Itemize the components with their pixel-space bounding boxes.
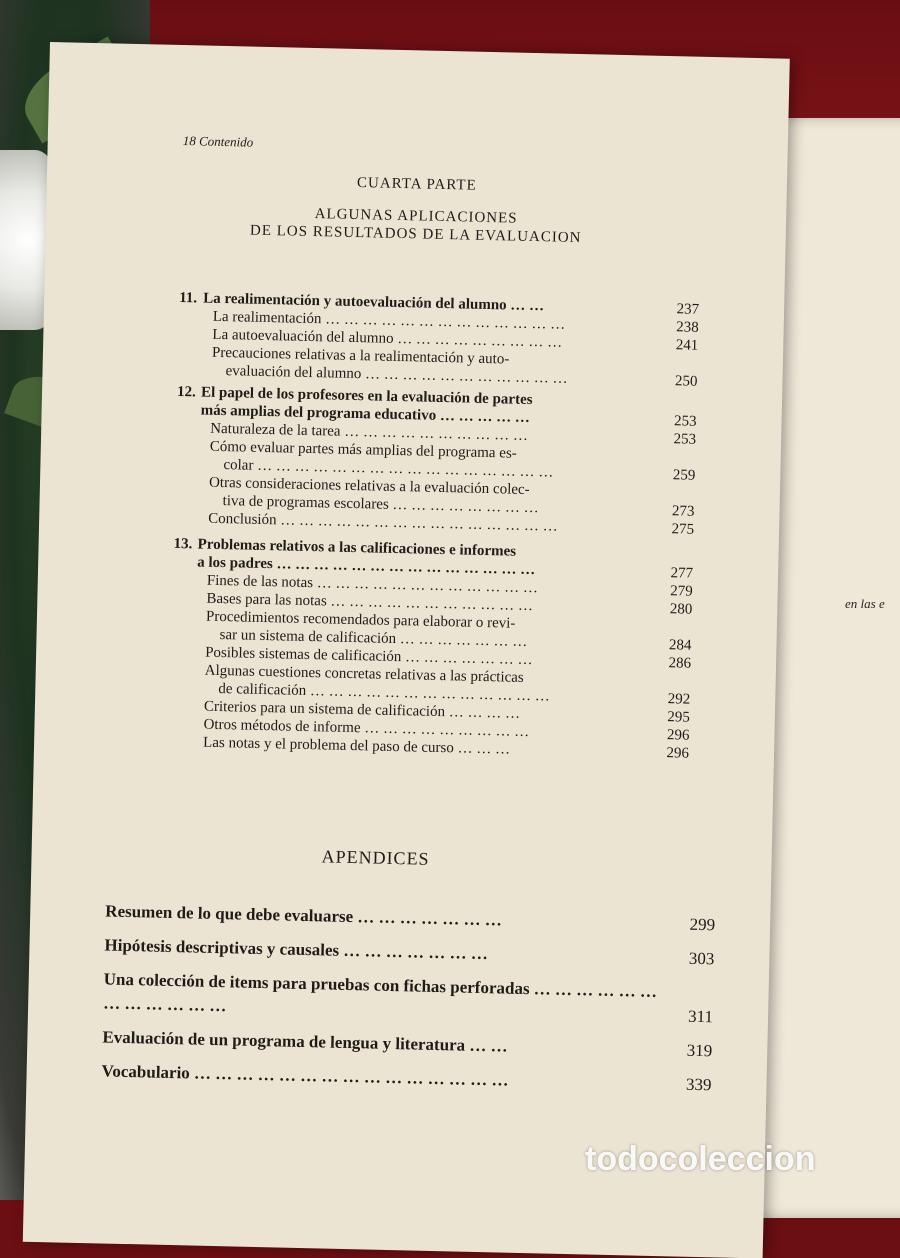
section-title: La realimentación … … … … … … … … … … … … … xyxy=(212,308,566,333)
page-number: 311 xyxy=(687,1006,714,1027)
appendix-title: Vocabulario … … … … … … … … … … … … … … … xyxy=(101,1061,509,1090)
page-number: 238 xyxy=(676,319,699,336)
page-number: 339 xyxy=(685,1074,712,1095)
section-title: La autoevaluación del alumno … … … … … … … … … xyxy=(212,326,563,351)
section-title: Fines de las notas … … … … … … … … … … … … xyxy=(206,572,539,597)
page-number: 253 xyxy=(673,413,697,430)
section-title: Precauciones relativas a la realimentación y auto- xyxy=(211,344,510,368)
appendix-title: Evaluación de un programa de lengua y literatura … … xyxy=(102,1027,508,1056)
page-number: 279 xyxy=(670,583,693,600)
section-title: Las notas y el problema del paso de curso … … … xyxy=(202,734,511,758)
appendix-item xyxy=(101,1059,711,1097)
section-title: Algunas cuestiones concretas relativas a las prácticas xyxy=(204,662,524,686)
page-number: 277 xyxy=(670,565,694,582)
chapter-title: La realimentación y autoevaluación del alumno … … xyxy=(203,290,545,315)
part-subtitle-1: ALGUNAS APLICACIONES xyxy=(314,206,518,227)
section-title: evaluación del alumno … … … … … … … … … … … xyxy=(225,363,568,387)
section-title: tiva de programas escolares … … … … … … … … xyxy=(222,493,539,517)
page-number: 241 xyxy=(675,337,699,354)
section-title: Criterios para un sistema de calificación … … … … xyxy=(203,698,521,722)
page-number: 286 xyxy=(668,655,692,672)
appendix-item xyxy=(105,899,715,937)
section-title: Otros métodos de informe … … … … … … … … … xyxy=(203,716,530,741)
chapter-title: Problemas relativos a las calificaciones e informes xyxy=(197,536,517,560)
chapter-title: El papel de los profesores en la evaluación de partes xyxy=(200,384,533,409)
watermark-logo: todocoleccion xyxy=(585,1140,816,1178)
appendices-list xyxy=(101,899,715,1107)
page-number: 292 xyxy=(667,691,691,708)
part-title: CUARTA PARTE xyxy=(356,175,477,194)
section-title: de calificación … … … … … … … … … … … … … xyxy=(218,680,551,705)
chapter-number: 12. xyxy=(176,383,197,401)
page-number: 237 xyxy=(676,301,700,318)
chapter-title: más amplias del programa educativo … … … … … xyxy=(200,402,531,426)
page-number: 296 xyxy=(666,745,690,762)
chapter-number: 13. xyxy=(173,535,193,553)
section-title: Bases para las notas … … … … … … … … … … … xyxy=(206,590,534,615)
appendix-item xyxy=(102,1025,712,1063)
page-number: 303 xyxy=(688,948,715,969)
chapter-number: 11. xyxy=(179,289,198,307)
page-number: 319 xyxy=(686,1040,713,1061)
section-title: Procedimientos recomendados para elaborar o revi- xyxy=(205,608,516,632)
appendix-title: Resumen de lo que debe evaluarse … … … … … … … xyxy=(105,901,503,930)
section-title: Naturaleza de la tarea … … … … … … … … … … xyxy=(210,420,529,444)
section-title: Conclusión … … … … … … … … … … … … … … … xyxy=(208,510,558,535)
page-number: 253 xyxy=(673,431,697,448)
appendix-item xyxy=(104,933,714,971)
page-number: 284 xyxy=(668,637,692,654)
page-number: 250 xyxy=(674,373,698,390)
appendix-item xyxy=(103,967,714,1029)
section-title: Cómo evaluar partes más amplias del programa es- xyxy=(209,438,517,462)
page-number: 280 xyxy=(669,601,693,618)
toc-chapter-11 xyxy=(177,289,699,391)
appendix-title: Hipótesis descriptivas y causales … … … … … … … xyxy=(104,935,489,964)
right-page-text: en las e xyxy=(845,596,885,611)
running-head: 18 Contenido xyxy=(182,133,254,150)
page-number: 296 xyxy=(666,727,690,744)
appendices-title: APENDICES xyxy=(321,846,430,869)
section-title: sar un sistema de calificación … … … … … … … xyxy=(219,627,528,650)
book-page xyxy=(23,42,790,1258)
page-number: 299 xyxy=(689,914,716,935)
toc-chapter-12 xyxy=(174,383,697,539)
chapter-title: a los padres … … … … … … … … … … … … … … xyxy=(197,554,536,579)
section-title: Posibles sistemas de calificación … … … … … … … xyxy=(205,644,533,669)
page-number: 275 xyxy=(671,521,695,538)
page-number: 295 xyxy=(667,709,691,726)
section-title: colar … … … … … … … … … … … … … … … … xyxy=(223,457,554,481)
part-subtitle-2: DE LOS RESULTADOS DE LA EVALUACION xyxy=(249,222,582,247)
section-title: Otras consideraciones relativas a la evaluación colec- xyxy=(208,474,530,498)
page-number: 273 xyxy=(671,503,695,520)
appendix-title: Una colección de items para pruebas con fichas perforadas … … … … … … … … … … … … xyxy=(102,969,658,1016)
toc-chapter-13 xyxy=(169,535,694,763)
page-number: 259 xyxy=(672,467,696,484)
